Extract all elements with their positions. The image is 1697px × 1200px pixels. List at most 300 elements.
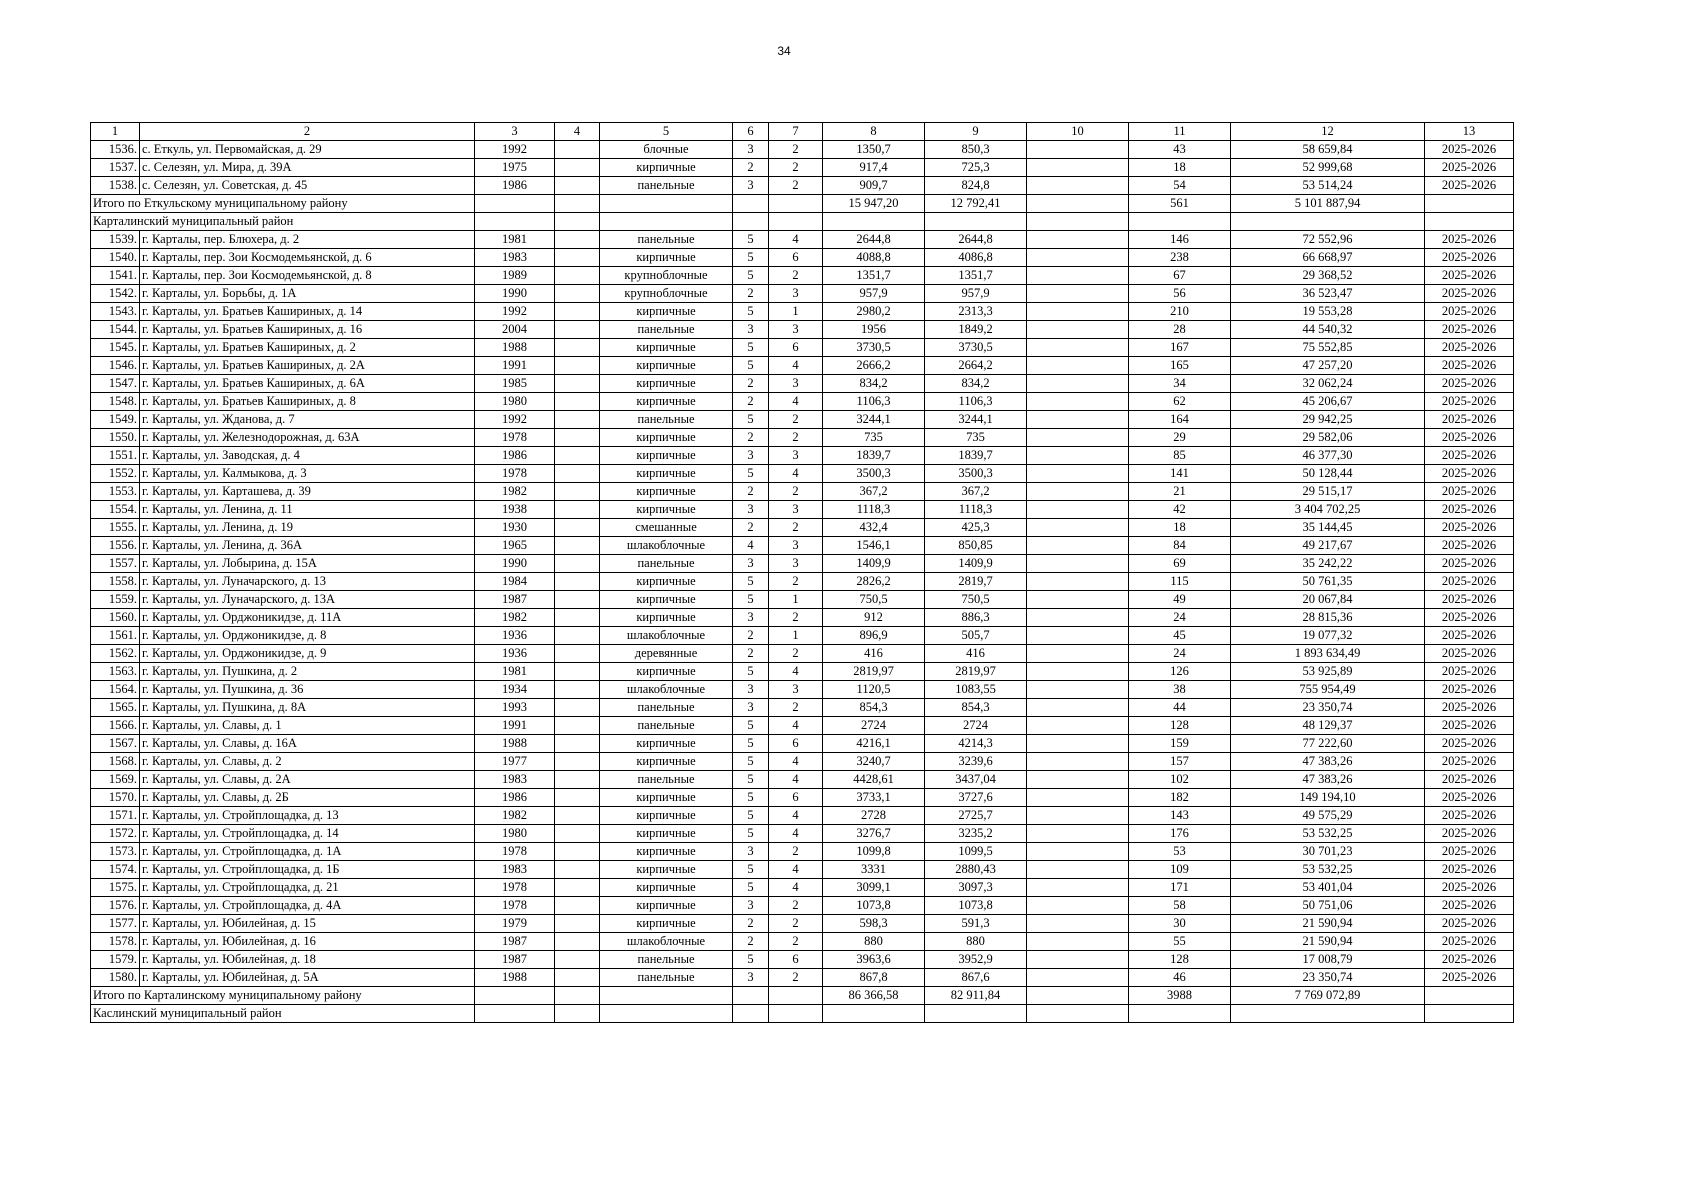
- floors-cell: 5: [733, 735, 769, 753]
- wall-material-cell: кирпичные: [600, 735, 733, 753]
- empty-cell: [555, 375, 600, 393]
- total-area-cell: 2826,2: [823, 573, 925, 591]
- address-cell: г. Карталы, ул. Лобырина, д. 15А: [140, 555, 475, 573]
- table-row: [91, 591, 1514, 609]
- residents-cell: 18: [1129, 159, 1231, 177]
- empty-cell: [555, 267, 600, 285]
- total-area-cell: 957,9: [823, 285, 925, 303]
- row-number: 1544.: [91, 321, 140, 339]
- empty-cell: [1027, 411, 1129, 429]
- cost-cell: 50 128,44: [1231, 465, 1425, 483]
- total-area-cell: 1099,8: [823, 843, 925, 861]
- table-row: [91, 753, 1514, 771]
- empty-cell: [1027, 447, 1129, 465]
- total-label: Итого по Карталинскому муниципальному району: [91, 987, 475, 1005]
- living-area-cell: 2313,3: [925, 303, 1027, 321]
- address-cell: г. Карталы, пер. Зои Космодемьянской, д. 8: [140, 267, 475, 285]
- cost-cell: 53 401,04: [1231, 879, 1425, 897]
- period-cell: 2025-2026: [1425, 447, 1514, 465]
- empty-cell: [555, 969, 600, 987]
- table-row: [91, 501, 1514, 519]
- period-cell: 2025-2026: [1425, 141, 1514, 159]
- empty-cell: [555, 447, 600, 465]
- living-area-cell: 416: [925, 645, 1027, 663]
- cost-cell: 23 350,74: [1231, 699, 1425, 717]
- period-cell: 2025-2026: [1425, 249, 1514, 267]
- floors-cell: 5: [733, 825, 769, 843]
- entrances-cell: 2: [769, 915, 823, 933]
- period-cell: 2025-2026: [1425, 429, 1514, 447]
- row-number: 1556.: [91, 537, 140, 555]
- wall-material-cell: кирпичные: [600, 447, 733, 465]
- living-area-cell: 3727,6: [925, 789, 1027, 807]
- living-area-cell: 1083,55: [925, 681, 1027, 699]
- empty-cell: [1027, 573, 1129, 591]
- total-area-cell: 3500,3: [823, 465, 925, 483]
- cost-cell: 49 575,29: [1231, 807, 1425, 825]
- empty-cell: [600, 213, 733, 231]
- address-cell: г. Карталы, ул. Ленина, д. 36А: [140, 537, 475, 555]
- empty-cell: [475, 987, 555, 1005]
- column-header: 3: [475, 123, 555, 141]
- address-cell: г. Карталы, ул. Славы, д. 2А: [140, 771, 475, 789]
- residents-cell: 55: [1129, 933, 1231, 951]
- total-area-cell: 2980,2: [823, 303, 925, 321]
- period-cell: 2025-2026: [1425, 933, 1514, 951]
- total-area-cell: 3733,1: [823, 789, 925, 807]
- residents-cell: 49: [1129, 591, 1231, 609]
- address-cell: г. Карталы, ул. Луначарского, д. 13: [140, 573, 475, 591]
- row-number: 1580.: [91, 969, 140, 987]
- entrances-cell: 2: [769, 267, 823, 285]
- cost-cell: 53 532,25: [1231, 861, 1425, 879]
- living-area-cell: 1099,5: [925, 843, 1027, 861]
- column-header: 6: [733, 123, 769, 141]
- residents-cell: 143: [1129, 807, 1231, 825]
- address-cell: г. Карталы, ул. Юбилейная, д. 5А: [140, 969, 475, 987]
- total-area-sum: 86 366,58: [823, 987, 925, 1005]
- empty-cell: [1027, 213, 1129, 231]
- living-area-cell: 3730,5: [925, 339, 1027, 357]
- residents-cell: 67: [1129, 267, 1231, 285]
- floors-cell: 5: [733, 573, 769, 591]
- row-number: 1562.: [91, 645, 140, 663]
- total-area-cell: 1956: [823, 321, 925, 339]
- empty-cell: [1027, 141, 1129, 159]
- period-cell: 2025-2026: [1425, 357, 1514, 375]
- year-cell: 1981: [475, 231, 555, 249]
- floors-cell: 5: [733, 231, 769, 249]
- table-row: [91, 573, 1514, 591]
- period-cell: 2025-2026: [1425, 681, 1514, 699]
- column-number-header-row: [91, 123, 1514, 141]
- wall-material-cell: панельные: [600, 555, 733, 573]
- entrances-cell: 3: [769, 537, 823, 555]
- empty-cell: [769, 195, 823, 213]
- total-area-cell: 1073,8: [823, 897, 925, 915]
- wall-material-cell: крупноблочные: [600, 267, 733, 285]
- empty-cell: [1027, 519, 1129, 537]
- entrances-cell: 2: [769, 897, 823, 915]
- empty-cell: [1027, 537, 1129, 555]
- cost-cell: 29 582,06: [1231, 429, 1425, 447]
- living-area-cell: 867,6: [925, 969, 1027, 987]
- wall-material-cell: кирпичные: [600, 483, 733, 501]
- wall-material-cell: кирпичные: [600, 429, 733, 447]
- entrances-cell: 2: [769, 177, 823, 195]
- year-cell: 1991: [475, 357, 555, 375]
- residents-cell: 24: [1129, 645, 1231, 663]
- empty-cell: [555, 681, 600, 699]
- wall-material-cell: панельные: [600, 231, 733, 249]
- table-row: [91, 879, 1514, 897]
- total-area-cell: 917,4: [823, 159, 925, 177]
- total-area-cell: 3244,1: [823, 411, 925, 429]
- address-cell: г. Карталы, ул. Ленина, д. 19: [140, 519, 475, 537]
- address-cell: г. Карталы, ул. Стройплощадка, д. 13: [140, 807, 475, 825]
- row-number: 1569.: [91, 771, 140, 789]
- total-area-cell: 1106,3: [823, 393, 925, 411]
- floors-cell: 2: [733, 285, 769, 303]
- empty-cell: [555, 537, 600, 555]
- empty-cell: [1027, 159, 1129, 177]
- total-area-cell: 4088,8: [823, 249, 925, 267]
- empty-cell: [1027, 807, 1129, 825]
- entrances-cell: 4: [769, 807, 823, 825]
- row-number: 1572.: [91, 825, 140, 843]
- empty-cell: [1027, 285, 1129, 303]
- empty-cell: [555, 897, 600, 915]
- empty-cell: [769, 987, 823, 1005]
- empty-cell: [1027, 969, 1129, 987]
- table-row: [91, 807, 1514, 825]
- living-area-cell: 2644,8: [925, 231, 1027, 249]
- address-cell: г. Карталы, пер. Зои Космодемьянской, д. 6: [140, 249, 475, 267]
- address-cell: г. Карталы, ул. Стройплощадка, д. 1Б: [140, 861, 475, 879]
- cost-sum: 5 101 887,94: [1231, 195, 1425, 213]
- empty-cell: [1027, 1005, 1129, 1023]
- row-number: 1552.: [91, 465, 140, 483]
- living-area-cell: 886,3: [925, 609, 1027, 627]
- entrances-cell: 6: [769, 951, 823, 969]
- floors-cell: 5: [733, 303, 769, 321]
- address-cell: г. Карталы, ул. Братьев Кашириных, д. 8: [140, 393, 475, 411]
- total-area-cell: 880: [823, 933, 925, 951]
- empty-cell: [769, 1005, 823, 1023]
- table-row: [91, 519, 1514, 537]
- empty-cell: [600, 195, 733, 213]
- column-header: 5: [600, 123, 733, 141]
- empty-cell: [1231, 213, 1425, 231]
- empty-cell: [555, 429, 600, 447]
- living-area-cell: 834,2: [925, 375, 1027, 393]
- cost-cell: 47 383,26: [1231, 753, 1425, 771]
- year-cell: 1980: [475, 393, 555, 411]
- living-area-cell: 1849,2: [925, 321, 1027, 339]
- empty-cell: [555, 591, 600, 609]
- floors-cell: 3: [733, 177, 769, 195]
- address-cell: г. Карталы, ул. Юбилейная, д. 18: [140, 951, 475, 969]
- residents-cell: 21: [1129, 483, 1231, 501]
- year-cell: 1986: [475, 447, 555, 465]
- empty-cell: [555, 699, 600, 717]
- table-row: [91, 285, 1514, 303]
- cost-cell: 58 659,84: [1231, 141, 1425, 159]
- empty-cell: [555, 807, 600, 825]
- entrances-cell: 6: [769, 249, 823, 267]
- wall-material-cell: кирпичные: [600, 609, 733, 627]
- empty-cell: [1027, 177, 1129, 195]
- empty-cell: [1027, 303, 1129, 321]
- empty-cell: [1027, 681, 1129, 699]
- living-area-cell: 957,9: [925, 285, 1027, 303]
- address-cell: г. Карталы, ул. Орджоникидзе, д. 8: [140, 627, 475, 645]
- cost-cell: 45 206,67: [1231, 393, 1425, 411]
- floors-cell: 5: [733, 339, 769, 357]
- row-number: 1557.: [91, 555, 140, 573]
- address-cell: г. Карталы, ул. Пушкина, д. 2: [140, 663, 475, 681]
- living-area-cell: 2724: [925, 717, 1027, 735]
- table-row: [91, 303, 1514, 321]
- cost-cell: 47 257,20: [1231, 357, 1425, 375]
- period-cell: 2025-2026: [1425, 573, 1514, 591]
- residents-cell: 43: [1129, 141, 1231, 159]
- wall-material-cell: панельные: [600, 771, 733, 789]
- year-cell: 1938: [475, 501, 555, 519]
- table-row: [91, 411, 1514, 429]
- residents-cell: 109: [1129, 861, 1231, 879]
- empty-cell: [1027, 321, 1129, 339]
- row-number: 1550.: [91, 429, 140, 447]
- living-area-sum: 12 792,41: [925, 195, 1027, 213]
- total-area-cell: 3099,1: [823, 879, 925, 897]
- empty-cell: [555, 141, 600, 159]
- address-cell: г. Карталы, ул. Славы, д. 2Б: [140, 789, 475, 807]
- residents-cell: 167: [1129, 339, 1231, 357]
- empty-cell: [1027, 195, 1129, 213]
- residents-cell: 62: [1129, 393, 1231, 411]
- floors-cell: 5: [733, 249, 769, 267]
- empty-cell: [733, 987, 769, 1005]
- table-row: [91, 843, 1514, 861]
- period-cell: 2025-2026: [1425, 555, 1514, 573]
- address-cell: г. Карталы, ул. Орджоникидзе, д. 9: [140, 645, 475, 663]
- empty-cell: [555, 915, 600, 933]
- entrances-cell: 3: [769, 447, 823, 465]
- cost-cell: 29 942,25: [1231, 411, 1425, 429]
- living-area-cell: 750,5: [925, 591, 1027, 609]
- entrances-cell: 4: [769, 825, 823, 843]
- year-cell: 1930: [475, 519, 555, 537]
- year-cell: 1978: [475, 429, 555, 447]
- wall-material-cell: смешанные: [600, 519, 733, 537]
- row-number: 1553.: [91, 483, 140, 501]
- total-area-cell: 896,9: [823, 627, 925, 645]
- cost-cell: 53 532,25: [1231, 825, 1425, 843]
- year-cell: 1990: [475, 285, 555, 303]
- row-number: 1573.: [91, 843, 140, 861]
- entrances-cell: 2: [769, 141, 823, 159]
- district-name: Каслинский муниципальный район: [91, 1005, 475, 1023]
- section-header-row: [91, 213, 1514, 231]
- address-cell: г. Карталы, ул. Пушкина, д. 8А: [140, 699, 475, 717]
- empty-cell: [555, 933, 600, 951]
- address-cell: г. Карталы, ул. Железнодорожная, д. 63А: [140, 429, 475, 447]
- row-number: 1568.: [91, 753, 140, 771]
- wall-material-cell: кирпичные: [600, 393, 733, 411]
- table-row: [91, 339, 1514, 357]
- row-number: 1536.: [91, 141, 140, 159]
- empty-cell: [1027, 753, 1129, 771]
- period-cell: 2025-2026: [1425, 699, 1514, 717]
- residents-cell: 84: [1129, 537, 1231, 555]
- year-cell: 1936: [475, 645, 555, 663]
- row-number: 1566.: [91, 717, 140, 735]
- total-area-cell: 3730,5: [823, 339, 925, 357]
- period-cell: 2025-2026: [1425, 609, 1514, 627]
- year-cell: 1982: [475, 483, 555, 501]
- entrances-cell: 3: [769, 681, 823, 699]
- column-header: 7: [769, 123, 823, 141]
- living-area-cell: 4086,8: [925, 249, 1027, 267]
- district-name: Карталинский муниципальный район: [91, 213, 475, 231]
- address-cell: г. Карталы, ул. Братьев Кашириных, д. 14: [140, 303, 475, 321]
- empty-cell: [1027, 699, 1129, 717]
- living-area-cell: 3437,04: [925, 771, 1027, 789]
- entrances-cell: 4: [769, 465, 823, 483]
- total-area-cell: 3963,6: [823, 951, 925, 969]
- year-cell: 1979: [475, 915, 555, 933]
- year-cell: 1934: [475, 681, 555, 699]
- period-cell: 2025-2026: [1425, 231, 1514, 249]
- wall-material-cell: кирпичные: [600, 375, 733, 393]
- row-number: 1548.: [91, 393, 140, 411]
- period-cell: 2025-2026: [1425, 411, 1514, 429]
- empty-cell: [733, 1005, 769, 1023]
- cost-cell: 50 751,06: [1231, 897, 1425, 915]
- row-number: 1563.: [91, 663, 140, 681]
- wall-material-cell: блочные: [600, 141, 733, 159]
- row-number: 1555.: [91, 519, 140, 537]
- wall-material-cell: деревянные: [600, 645, 733, 663]
- living-area-cell: 850,3: [925, 141, 1027, 159]
- period-cell: 2025-2026: [1425, 159, 1514, 177]
- cost-cell: 17 008,79: [1231, 951, 1425, 969]
- floors-cell: 5: [733, 267, 769, 285]
- living-area-cell: 2725,7: [925, 807, 1027, 825]
- floors-cell: 5: [733, 717, 769, 735]
- empty-cell: [1027, 915, 1129, 933]
- period-cell: 2025-2026: [1425, 393, 1514, 411]
- empty-cell: [733, 195, 769, 213]
- entrances-cell: 4: [769, 771, 823, 789]
- empty-cell: [1425, 1005, 1514, 1023]
- cost-cell: 30 701,23: [1231, 843, 1425, 861]
- wall-material-cell: панельные: [600, 411, 733, 429]
- row-number: 1541.: [91, 267, 140, 285]
- row-number: 1559.: [91, 591, 140, 609]
- cost-cell: 46 377,30: [1231, 447, 1425, 465]
- table-row: [91, 771, 1514, 789]
- floors-cell: 5: [733, 753, 769, 771]
- column-header: 9: [925, 123, 1027, 141]
- entrances-cell: 2: [769, 429, 823, 447]
- floors-cell: 5: [733, 807, 769, 825]
- entrances-cell: 2: [769, 933, 823, 951]
- entrances-cell: 4: [769, 663, 823, 681]
- address-cell: г. Карталы, ул. Жданова, д. 7: [140, 411, 475, 429]
- residents-cell: 38: [1129, 681, 1231, 699]
- wall-material-cell: шлакоблочные: [600, 627, 733, 645]
- row-number: 1564.: [91, 681, 140, 699]
- empty-cell: [1027, 897, 1129, 915]
- table-row: [91, 681, 1514, 699]
- empty-cell: [1027, 861, 1129, 879]
- address-cell: г. Карталы, ул. Луначарского, д. 13А: [140, 591, 475, 609]
- empty-cell: [555, 159, 600, 177]
- entrances-cell: 2: [769, 411, 823, 429]
- address-cell: г. Карталы, ул. Карташева, д. 39: [140, 483, 475, 501]
- empty-cell: [1425, 213, 1514, 231]
- period-cell: 2025-2026: [1425, 375, 1514, 393]
- wall-material-cell: панельные: [600, 717, 733, 735]
- residents-cell: 53: [1129, 843, 1231, 861]
- year-cell: 1988: [475, 735, 555, 753]
- total-area-cell: 867,8: [823, 969, 925, 987]
- cost-cell: 21 590,94: [1231, 933, 1425, 951]
- total-area-cell: 416: [823, 645, 925, 663]
- period-cell: 2025-2026: [1425, 591, 1514, 609]
- wall-material-cell: панельные: [600, 699, 733, 717]
- period-cell: 2025-2026: [1425, 465, 1514, 483]
- empty-cell: [1027, 609, 1129, 627]
- year-cell: 1981: [475, 663, 555, 681]
- year-cell: 1988: [475, 339, 555, 357]
- empty-cell: [555, 339, 600, 357]
- period-cell: 2025-2026: [1425, 537, 1514, 555]
- period-cell: 2025-2026: [1425, 915, 1514, 933]
- empty-cell: [555, 393, 600, 411]
- empty-cell: [555, 519, 600, 537]
- empty-cell: [1027, 267, 1129, 285]
- section-header-row: [91, 1005, 1514, 1023]
- residents-cell: 54: [1129, 177, 1231, 195]
- period-cell: 2025-2026: [1425, 861, 1514, 879]
- empty-cell: [1027, 483, 1129, 501]
- address-cell: г. Карталы, ул. Ленина, д. 11: [140, 501, 475, 519]
- empty-cell: [555, 573, 600, 591]
- cost-cell: 75 552,85: [1231, 339, 1425, 357]
- year-cell: 1984: [475, 573, 555, 591]
- residents-cell: 28: [1129, 321, 1231, 339]
- year-cell: 2004: [475, 321, 555, 339]
- empty-cell: [1027, 393, 1129, 411]
- table-row: [91, 483, 1514, 501]
- year-cell: 1985: [475, 375, 555, 393]
- empty-cell: [555, 357, 600, 375]
- address-cell: г. Карталы, ул. Братьев Кашириных, д. 2А: [140, 357, 475, 375]
- entrances-cell: 6: [769, 789, 823, 807]
- wall-material-cell: кирпичные: [600, 249, 733, 267]
- total-area-cell: 834,2: [823, 375, 925, 393]
- empty-cell: [555, 951, 600, 969]
- living-area-cell: 735: [925, 429, 1027, 447]
- residents-cell: 171: [1129, 879, 1231, 897]
- empty-cell: [1027, 645, 1129, 663]
- period-cell: 2025-2026: [1425, 951, 1514, 969]
- empty-cell: [1027, 249, 1129, 267]
- floors-cell: 3: [733, 447, 769, 465]
